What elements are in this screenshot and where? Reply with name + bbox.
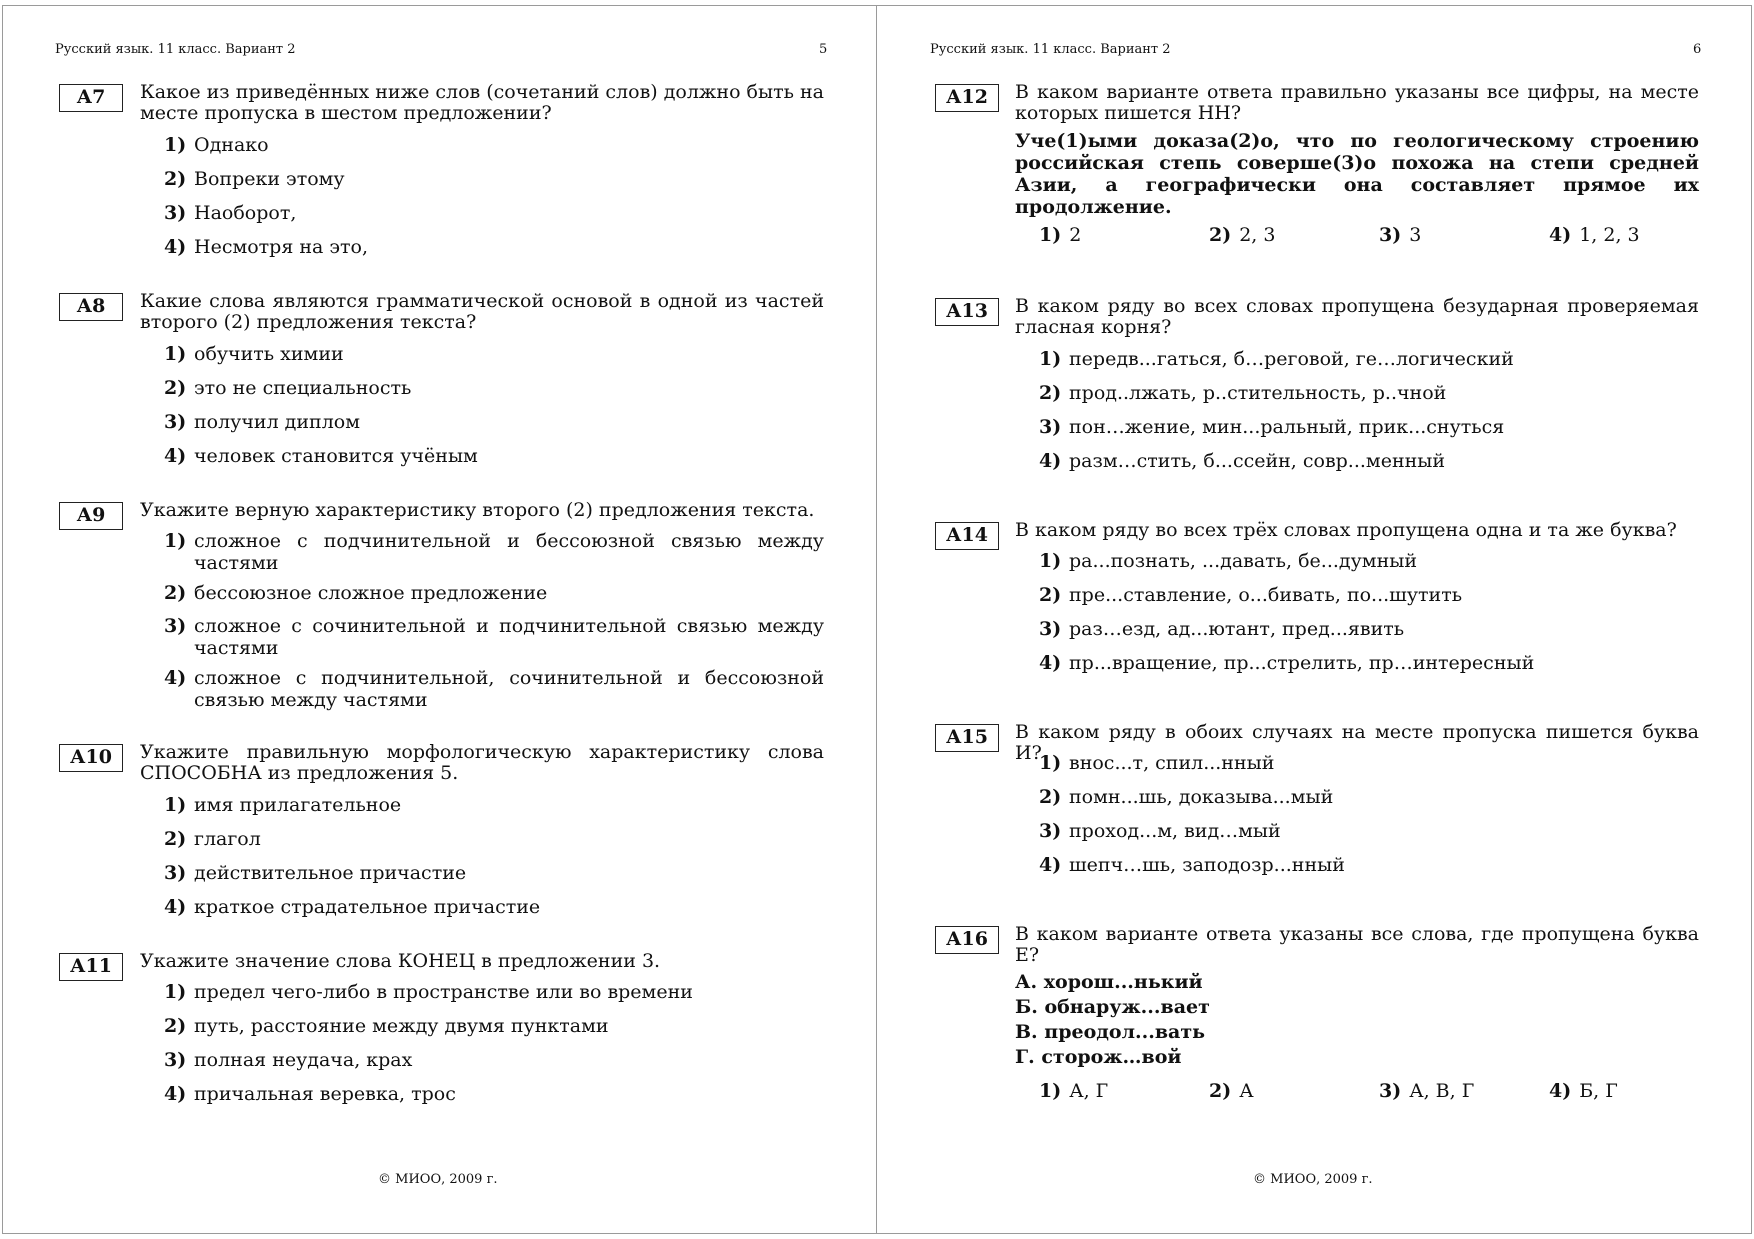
question-text: Укажите верную характеристику второго (2) предложения текста. bbox=[140, 499, 815, 521]
option-list bbox=[164, 343, 824, 467]
page-footer: © МИОО, 2009 г. bbox=[378, 1172, 498, 1187]
option-number: 2) bbox=[1209, 1080, 1232, 1102]
option-text: проход...м, вид…мый bbox=[1069, 820, 1281, 842]
option bbox=[1039, 584, 1699, 606]
question-text: В каком варианте ответа указаны все слова, где пропущена буква Е? bbox=[1015, 923, 1699, 966]
option-text: получил диплом bbox=[194, 411, 360, 433]
option-text: сложное с сочинительной и подчинительной связью между частями bbox=[194, 615, 824, 659]
option bbox=[1039, 786, 1699, 808]
bold-sentence: Уче(1)ыми доказа(2)о, что по геологическому строению российская степь соверше(3)о похожа на степи средней Азии, а географически она составляет прямое их продолжение. bbox=[1015, 130, 1699, 218]
option bbox=[1039, 550, 1699, 572]
task-a16 bbox=[935, 924, 1699, 1104]
word-item: Г. сторож…вой bbox=[1015, 1046, 1182, 1068]
option-number: 1) bbox=[164, 794, 187, 816]
option-number: 1) bbox=[1039, 550, 1062, 572]
page-header: Русский язык. 11 класс. Вариант 2 bbox=[930, 42, 1171, 57]
option-number: 3) bbox=[1379, 224, 1402, 246]
option-text: бессоюзное сложное предложение bbox=[194, 582, 548, 604]
option-number: 4) bbox=[164, 236, 187, 258]
option-list bbox=[164, 530, 824, 711]
task-code: А16 bbox=[935, 926, 999, 954]
option-text: краткое страдательное причастие bbox=[194, 896, 541, 918]
option-text: разм…стить, б...ссейн, совр...менный bbox=[1069, 450, 1446, 472]
option-number: 3) bbox=[164, 615, 187, 637]
option bbox=[164, 667, 824, 711]
option-number: 2) bbox=[1039, 584, 1062, 606]
question-text: Укажите правильную морфологическую характеристику слова СПОСОБНА из предложения 5. bbox=[140, 741, 824, 784]
question-text: В каком ряду в обоих случаях на месте пропуска пишется буква И? bbox=[1015, 721, 1699, 764]
option-text: прод..лжать, р..стительность, р..чной bbox=[1069, 382, 1447, 404]
option-number: 2) bbox=[1039, 382, 1062, 404]
option-number: 2) bbox=[1039, 786, 1062, 808]
option bbox=[164, 1015, 824, 1037]
option bbox=[1039, 618, 1699, 640]
option-text: имя прилагательное bbox=[194, 794, 402, 816]
task-code: А15 bbox=[935, 724, 999, 752]
task-a9 bbox=[59, 500, 825, 720]
option-list bbox=[164, 981, 824, 1105]
option-number: 4) bbox=[1039, 652, 1062, 674]
question-text: В каком ряду во всех трёх словах пропущена одна и та же буква? bbox=[1015, 519, 1677, 541]
question-text: Какие слова являются грамматической основой в одной из частей второго (2) предложения текста? bbox=[140, 290, 824, 333]
option-text: действительное причастие bbox=[194, 862, 467, 884]
option bbox=[164, 981, 824, 1003]
option-number: 2) bbox=[164, 828, 187, 850]
option-text: пр...вращение, пр...стрелить, пр…интересный bbox=[1069, 652, 1535, 674]
option bbox=[1039, 348, 1699, 370]
option-number: 3) bbox=[1039, 618, 1062, 640]
option-text: пре...ставление, о...бивать, по...шутить bbox=[1069, 584, 1463, 606]
option bbox=[164, 168, 824, 190]
word-item: А. хорош...нький bbox=[1015, 971, 1203, 993]
option bbox=[1039, 416, 1699, 438]
option bbox=[1039, 820, 1699, 842]
page-number: 6 bbox=[1693, 42, 1702, 57]
option-text: 2 bbox=[1069, 224, 1082, 246]
option-list bbox=[1039, 752, 1699, 876]
option bbox=[164, 202, 824, 224]
option bbox=[164, 615, 824, 659]
option bbox=[164, 1049, 824, 1071]
word-list bbox=[1015, 970, 1210, 1070]
question-text: В каком ряду во всех словах пропущена безударная проверяемая гласная корня? bbox=[1015, 295, 1699, 338]
option bbox=[1379, 224, 1421, 246]
option bbox=[164, 411, 824, 433]
option-number: 1) bbox=[1039, 752, 1062, 774]
option-text: ра...познать, ...давать, бе...думный bbox=[1069, 550, 1418, 572]
option-number: 3) bbox=[164, 202, 187, 224]
page-number: 5 bbox=[819, 42, 828, 57]
question-text: В каком варианте ответа правильно указаны все цифры, на месте которых пишется НН? bbox=[1015, 81, 1699, 124]
option-number: 4) bbox=[164, 1083, 187, 1105]
option-text: полная неудача, крах bbox=[194, 1049, 413, 1071]
option-text: А, В, Г bbox=[1409, 1080, 1475, 1102]
option-number: 4) bbox=[1039, 450, 1062, 472]
option-number: 3) bbox=[164, 1049, 187, 1071]
option bbox=[1039, 382, 1699, 404]
option-text: 3 bbox=[1409, 224, 1422, 246]
option bbox=[1039, 752, 1699, 774]
option-text: путь, расстояние между двумя пунктами bbox=[194, 1015, 609, 1037]
option bbox=[1209, 1080, 1254, 1102]
task-a12 bbox=[935, 82, 1699, 252]
option-text: 1, 2, 3 bbox=[1579, 224, 1640, 246]
option bbox=[164, 134, 824, 156]
task-a7 bbox=[59, 82, 825, 262]
option bbox=[164, 862, 824, 884]
option-text: причальная веревка, трос bbox=[194, 1083, 456, 1105]
option-number: 2) bbox=[164, 168, 187, 190]
option-number: 2) bbox=[164, 377, 187, 399]
option-number: 4) bbox=[1549, 1080, 1572, 1102]
option bbox=[164, 377, 824, 399]
option-text: передв...гаться, б…реговой, ге…логический bbox=[1069, 348, 1514, 370]
option bbox=[164, 1083, 824, 1105]
option-number: 1) bbox=[164, 134, 187, 156]
option-text: предел чего-либо в пространстве или во времени bbox=[194, 981, 693, 1003]
option bbox=[1209, 224, 1275, 246]
option-number: 1) bbox=[1039, 348, 1062, 370]
task-a10 bbox=[59, 742, 825, 922]
option bbox=[164, 530, 824, 574]
option-number: 3) bbox=[1379, 1080, 1402, 1102]
task-a14 bbox=[935, 520, 1699, 680]
option-number: 1) bbox=[1039, 224, 1062, 246]
option-text: Б, Г bbox=[1579, 1080, 1618, 1102]
option-number: 3) bbox=[164, 411, 187, 433]
word-item: В. преодол...вать bbox=[1015, 1021, 1205, 1043]
task-a8 bbox=[59, 291, 825, 471]
task-a13 bbox=[935, 296, 1699, 476]
task-a15 bbox=[935, 722, 1699, 882]
option-number: 2) bbox=[164, 1015, 187, 1037]
option-text: раз…езд, ад...ютант, пред...явить bbox=[1069, 618, 1405, 640]
option-number: 4) bbox=[1549, 224, 1572, 246]
task-code: А8 bbox=[59, 293, 123, 321]
option-text: А bbox=[1239, 1080, 1254, 1102]
word-item: Б. обнаруж...вает bbox=[1015, 996, 1210, 1018]
task-code: А11 bbox=[59, 953, 123, 981]
option-number: 1) bbox=[164, 530, 187, 552]
option bbox=[164, 343, 824, 365]
option bbox=[1039, 652, 1699, 674]
option-text: сложное с подчинительной и бессоюзной связью между частями bbox=[194, 530, 824, 574]
option-text: сложное с подчинительной, сочинительной и бессоюзной связью между частями bbox=[194, 667, 824, 711]
option-text: глагол bbox=[194, 828, 261, 850]
option-number: 4) bbox=[1039, 854, 1062, 876]
option-number: 4) bbox=[164, 445, 187, 467]
option-list bbox=[164, 794, 824, 918]
option-text: человек становится учёным bbox=[194, 445, 478, 467]
option-list bbox=[1039, 348, 1699, 472]
option bbox=[1039, 224, 1081, 246]
option-number: 1) bbox=[164, 343, 187, 365]
task-code: А10 bbox=[59, 744, 123, 772]
page-left bbox=[2, 5, 877, 1234]
option bbox=[1039, 854, 1699, 876]
option-text: обучить химии bbox=[194, 343, 344, 365]
task-code: А9 bbox=[59, 502, 123, 530]
option-number: 3) bbox=[1039, 820, 1062, 842]
option bbox=[1379, 1080, 1474, 1102]
option-number: 3) bbox=[1039, 416, 1062, 438]
option-text: 2, 3 bbox=[1239, 224, 1276, 246]
option bbox=[164, 445, 824, 467]
option-number: 4) bbox=[164, 667, 187, 689]
option-text: шепч…шь, заподозр...нный bbox=[1069, 854, 1345, 876]
task-a11 bbox=[59, 951, 825, 1111]
option-list bbox=[164, 134, 824, 258]
task-code: А12 bbox=[935, 84, 999, 112]
option-number: 1) bbox=[1039, 1080, 1062, 1102]
option bbox=[164, 828, 824, 850]
page-right bbox=[876, 5, 1752, 1234]
option bbox=[1039, 1080, 1108, 1102]
option-text: Вопреки этому bbox=[194, 168, 345, 190]
option-text: Однако bbox=[194, 134, 269, 156]
option-text: помн...шь, доказыва...мый bbox=[1069, 786, 1334, 808]
option bbox=[1039, 450, 1699, 472]
option-text: А, Г bbox=[1069, 1080, 1109, 1102]
option bbox=[164, 236, 824, 258]
option bbox=[164, 582, 824, 604]
option-number: 4) bbox=[164, 896, 187, 918]
option-text: внос...т, спил...нный bbox=[1069, 752, 1275, 774]
option-text: Несмотря на это, bbox=[194, 236, 369, 258]
task-code: А13 bbox=[935, 298, 999, 326]
option-text: это не специальность bbox=[194, 377, 412, 399]
question-text: Укажите значение слова КОНЕЦ в предложении 3. bbox=[140, 950, 661, 972]
option bbox=[1549, 1080, 1618, 1102]
option-number: 2) bbox=[1209, 224, 1232, 246]
question-text: Какое из приведённых ниже слов (сочетаний слов) должно быть на месте пропуска в шестом предложении? bbox=[140, 81, 824, 124]
option-number: 2) bbox=[164, 582, 187, 604]
option-text: Наоборот, bbox=[194, 202, 297, 224]
option-number: 3) bbox=[164, 862, 187, 884]
option bbox=[164, 794, 824, 816]
page-header: Русский язык. 11 класс. Вариант 2 bbox=[55, 42, 296, 57]
option-text: пон…жение, мин...ральный, прик...снуться bbox=[1069, 416, 1505, 438]
option bbox=[1549, 224, 1640, 246]
option-list bbox=[1039, 550, 1699, 674]
page-footer: © МИОО, 2009 г. bbox=[1253, 1172, 1373, 1187]
task-code: А7 bbox=[59, 84, 123, 112]
option bbox=[164, 896, 824, 918]
task-code: А14 bbox=[935, 522, 999, 550]
option-number: 1) bbox=[164, 981, 187, 1003]
